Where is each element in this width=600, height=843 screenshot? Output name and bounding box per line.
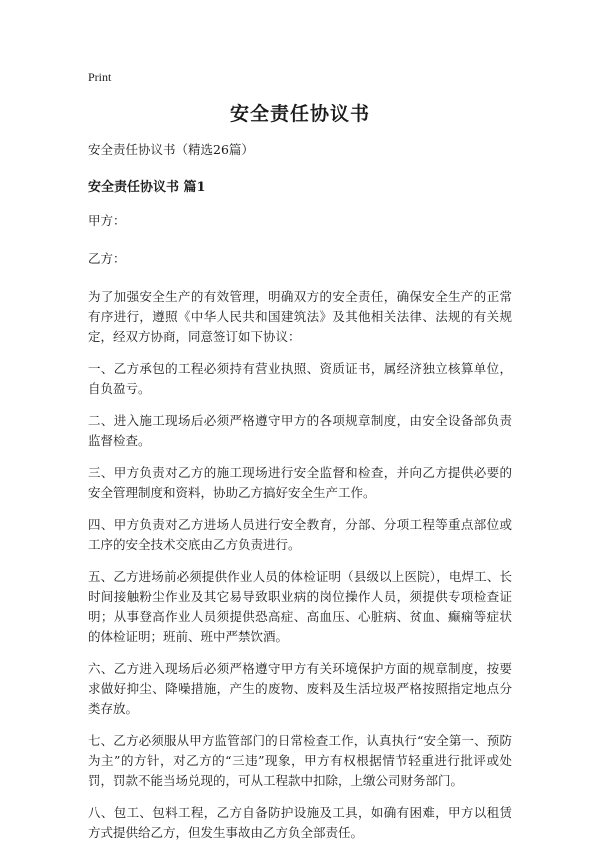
document-title: 安全责任协议书 [229,103,370,125]
paragraph-clause-4: 四、甲方负责对乙方进场人员进行安全教育，分部、分项工程等重点部位或工序的安全技术交底由乙方负责进行。 [88,517,512,552]
party-a-line: 甲方： [88,213,126,228]
paragraph-clause-7: 七、乙方必须服从甲方监管部门的日常检查工作，认真执行“安全第一、预防为主”的方针，对乙方的“三违”现象，甲方有权根据情节轻重进行批评或处罚，罚款不能当场兑现的，可从工程款中扣除，上缴公司财务部门。 [88,733,512,788]
document-subtitle: 安全责任协议书（精选26篇） [88,142,254,157]
section-heading: 安全责任协议书 篇1 [88,180,206,195]
paragraph-intro: 为了加强安全生产的有效管理，明确双方的安全责任，确保安全生产的正常有序进行，遵照《中华人民共和国建筑法》及其他相关法律、法规的有关规定，经双方协商，同意签订如下协议： [88,289,512,344]
paragraph-clause-2: 二、进入施工现场后必须严格遵守甲方的各项规章制度，由安全设备部负责监督检查。 [88,413,512,448]
party-b-line: 乙方： [88,251,126,266]
paragraph-clause-1: 一、乙方承包的工程必须持有营业执照、资质证书，属经济独立核算单位，自负盈亏。 [88,361,512,396]
print-link[interactable]: Print [88,70,112,84]
paragraph-clause-5: 五、乙方进场前必须提供作业人员的体检证明（县级以上医院），电焊工、长时间接触粉尘作业及其它易导致职业病的岗位操作人员，须提供专项检查证明；从事登高作业人员须提供恐高症、高血压、心脏病、贫血、癫痫等症状的体检证明；班前、班中严禁饮酒。 [88,569,512,644]
paragraph-clause-8: 八、包工、包料工程，乙方自备防护设施及工具，如确有困难，甲方以租赁方式提供给乙方，但发生事故由乙方负全部责任。 [88,805,512,840]
paragraph-clause-6: 六、乙方进入现场后必须严格遵守甲方有关环境保护方面的规章制度，按要求做好抑尘、降噪措施，产生的废物、废料及生活垃圾严格按照指定地点分类存放。 [88,661,512,716]
paragraph-clause-3: 三、甲方负责对乙方的施工现场进行安全监督和检查，并向乙方提供必要的安全管理制度和资料，协助乙方搞好安全生产工作。 [88,465,512,500]
